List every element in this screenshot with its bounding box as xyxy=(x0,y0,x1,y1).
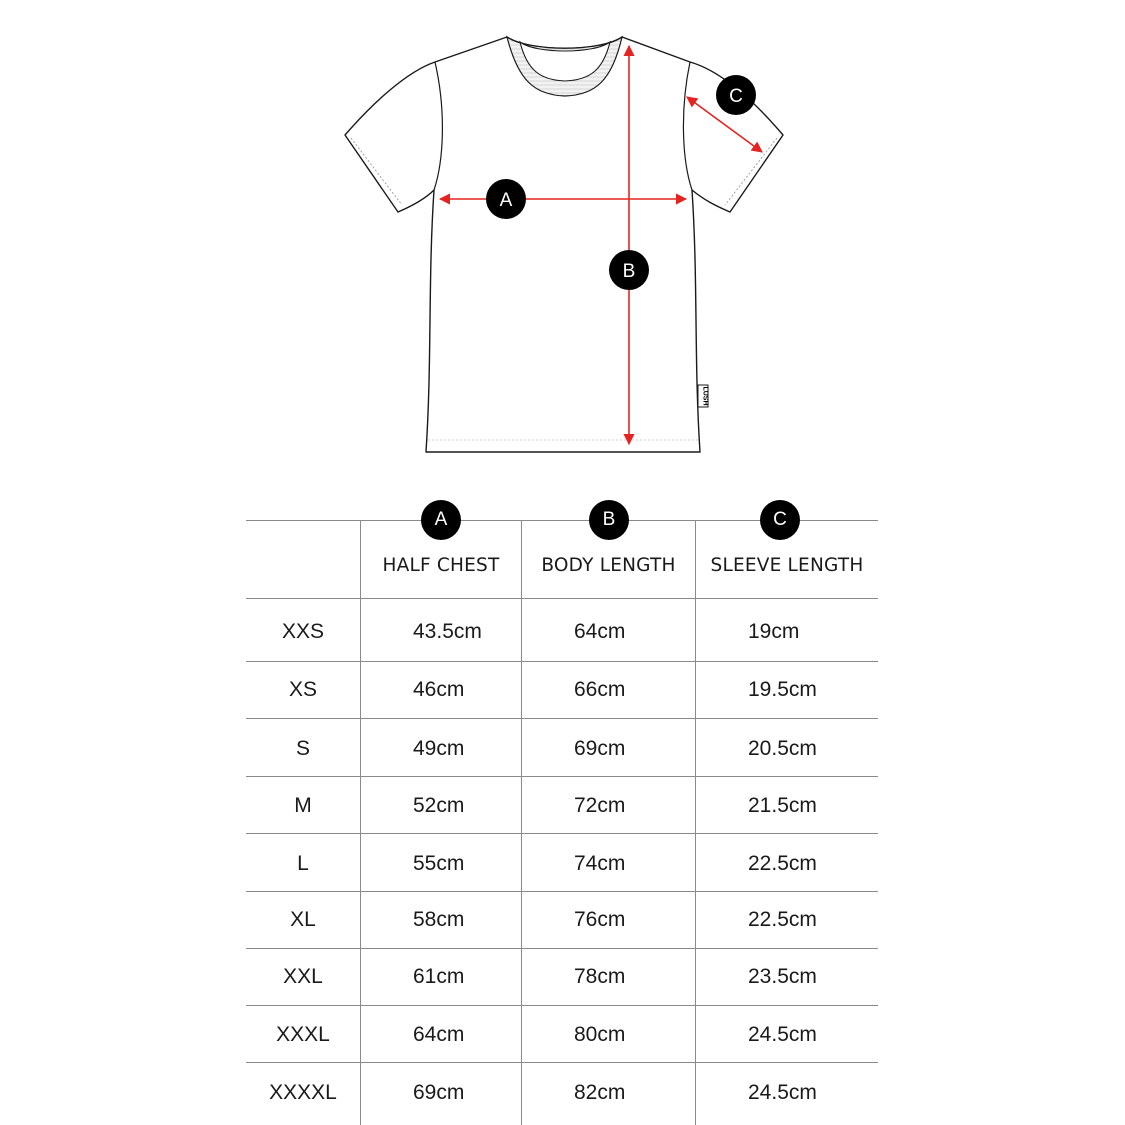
body-length-cell: 82cm xyxy=(574,1081,626,1104)
sleeve-length-cell: 21.5cm xyxy=(748,794,817,817)
half-chest-cell: 52cm xyxy=(413,794,465,817)
sleeve-length-cell: 22.5cm xyxy=(748,908,817,931)
body-length-cell: 66cm xyxy=(574,678,626,701)
column-divider xyxy=(695,520,696,1125)
sleeve-length-cell: 22.5cm xyxy=(748,852,817,875)
body-length-cell: 74cm xyxy=(574,852,626,875)
half-chest-cell: 58cm xyxy=(413,908,465,931)
care-tag-text: LUSH xyxy=(701,386,709,406)
body-length-cell: 64cm xyxy=(574,620,626,643)
sleeve-length-cell: 19cm xyxy=(748,620,800,643)
svg-text:A: A xyxy=(499,190,513,211)
half-chest-cell: 46cm xyxy=(413,678,465,701)
header-badge-a: A xyxy=(421,500,461,540)
header-half-chest xyxy=(361,509,521,598)
half-chest-cell: 55cm xyxy=(413,852,465,875)
table-rule xyxy=(246,833,878,834)
header-sleeve-length xyxy=(696,509,878,598)
body-length-cell: 69cm xyxy=(574,737,626,760)
half-chest-cell: 43.5cm xyxy=(413,620,482,643)
table-rule xyxy=(246,948,878,949)
table-rule xyxy=(246,1005,878,1006)
size-cell: XS xyxy=(288,678,317,701)
header-label-body-length: BODY LENGTH xyxy=(541,555,676,576)
size-cell: XXXXL xyxy=(269,1081,337,1104)
column-divider xyxy=(360,520,361,1125)
sleeve-length-cell: 24.5cm xyxy=(748,1023,817,1046)
half-chest-cell: 69cm xyxy=(413,1081,465,1104)
body-length-cell: 76cm xyxy=(574,908,626,931)
half-chest-cell: 64cm xyxy=(413,1023,465,1046)
table-rule xyxy=(246,1062,878,1063)
size-cell: XXXL xyxy=(276,1023,330,1046)
tshirt-diagram xyxy=(0,0,1125,470)
body-length-cell: 80cm xyxy=(574,1023,626,1046)
size-cell: L xyxy=(297,852,309,875)
size-cell: XL xyxy=(290,908,316,931)
column-divider xyxy=(521,520,522,1125)
header-label-sleeve-length: SLEEVE LENGTH xyxy=(710,555,864,576)
body-length-cell: 72cm xyxy=(574,794,626,817)
half-chest-cell: 61cm xyxy=(413,965,465,988)
sleeve-length-cell: 23.5cm xyxy=(748,965,817,988)
svg-text:C: C xyxy=(729,86,743,107)
size-cell: XXS xyxy=(281,620,325,643)
size-cell: S xyxy=(295,737,310,760)
table-rule xyxy=(246,598,878,599)
header-badge-c: C xyxy=(760,500,800,540)
table-rule xyxy=(246,776,878,777)
size-cell: XXL xyxy=(283,965,323,988)
badge-a xyxy=(486,179,526,219)
table-rule xyxy=(246,718,878,719)
size-cell: M xyxy=(294,794,312,817)
header-body-length xyxy=(522,509,695,598)
sleeve-length-cell: 24.5cm xyxy=(748,1081,817,1104)
sleeve-length-cell: 19.5cm xyxy=(748,678,817,701)
sleeve-length-cell: 20.5cm xyxy=(748,737,817,760)
svg-text:B: B xyxy=(622,261,636,282)
table-rule xyxy=(246,661,878,662)
badge-c xyxy=(716,75,756,115)
size-chart-table xyxy=(246,509,878,1125)
body-length-cell: 78cm xyxy=(574,965,626,988)
table-rule xyxy=(246,891,878,892)
header-label-half-chest: HALF CHEST xyxy=(382,555,500,576)
half-chest-cell: 49cm xyxy=(413,737,465,760)
header-badge-b: B xyxy=(589,500,629,540)
badge-b xyxy=(609,250,649,290)
